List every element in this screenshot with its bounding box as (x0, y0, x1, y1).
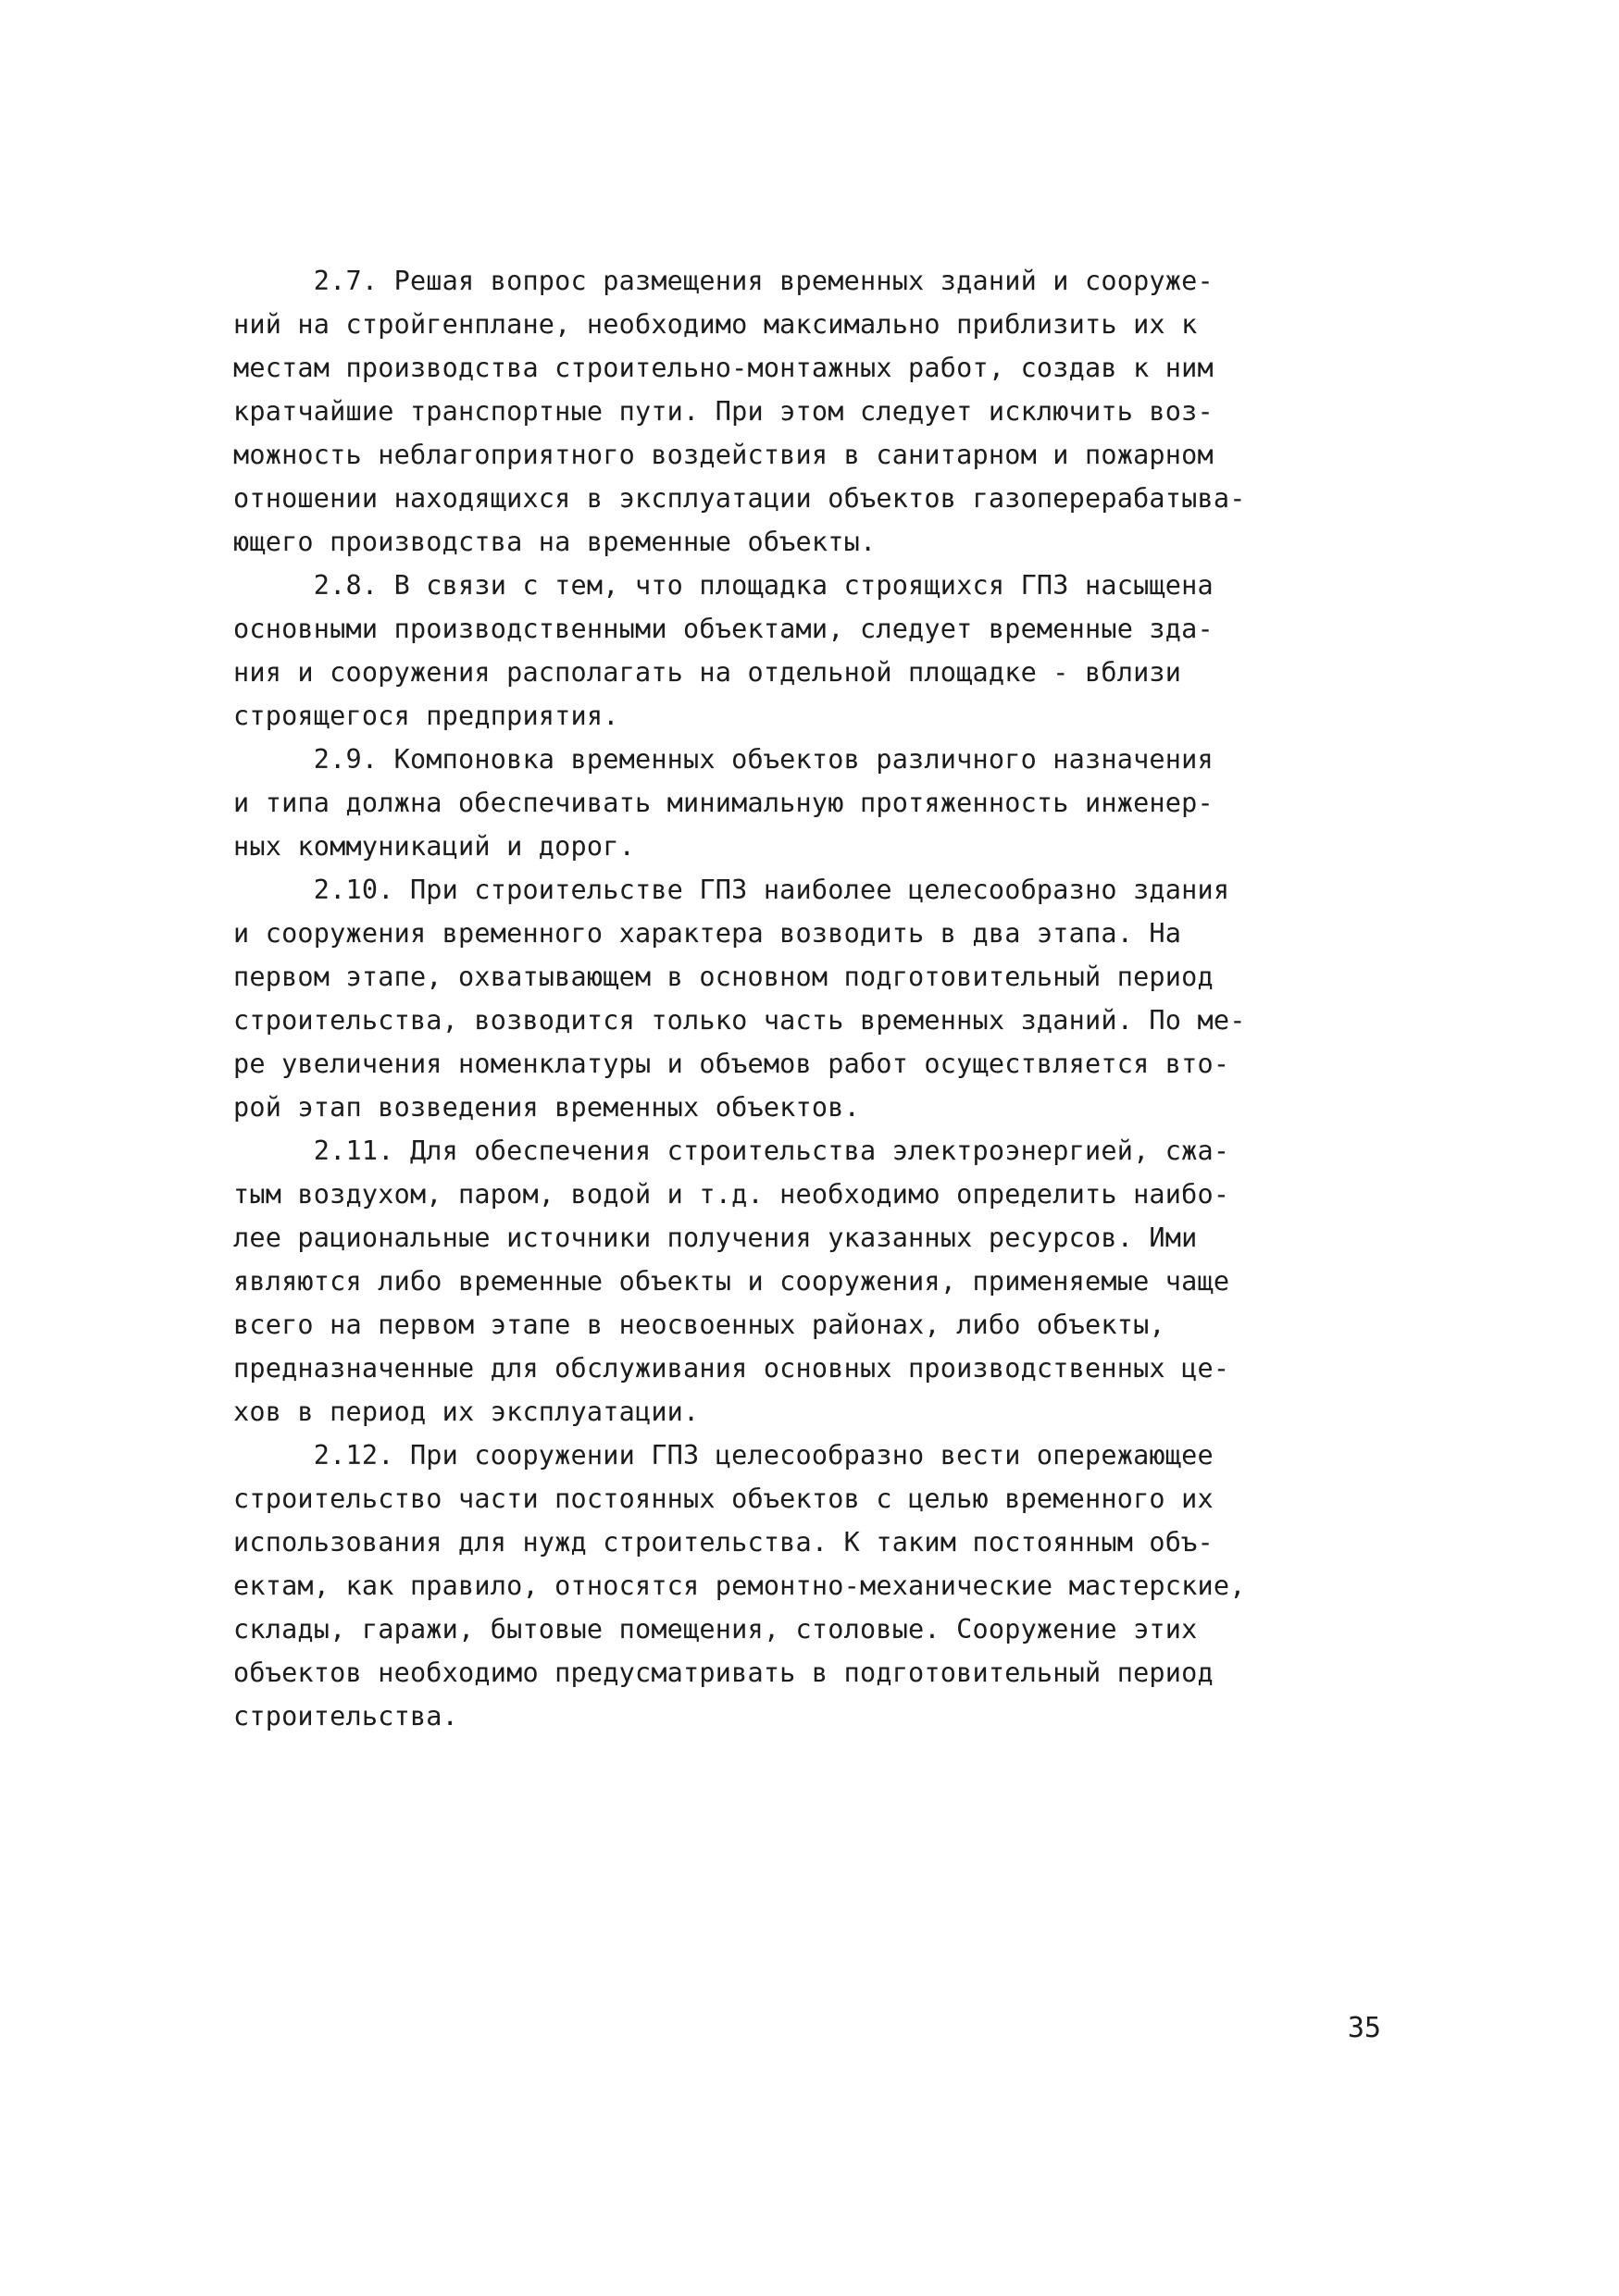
text-line: строительство части постоянных объектов с целью временного их (233, 1483, 1214, 1514)
text-line: ных коммуникаций и дорог. (233, 831, 635, 862)
text-line: и типа должна обеспечивать минимальную протяженность инженер- (233, 788, 1214, 818)
text-line: 2.9. Компоновка временных объектов различного назначения (233, 744, 1214, 775)
body-text (233, 259, 1409, 1738)
text-line: объектов необходимо предусматривать в подготовительный период (233, 1657, 1214, 1688)
text-line: отношении находящихся в эксплуатации объектов газоперерабатыва- (233, 483, 1246, 514)
text-line: строительства. (233, 1701, 459, 1731)
text-line: ния и сооружения располагать на отдельной площадке - вблизи (233, 657, 1182, 688)
text-line: ющего производства на временные объекты. (233, 527, 877, 557)
text-line: 2.7. Решая вопрос размещения временных зданий и сооруже- (233, 266, 1214, 296)
text-line: 2.11. Для обеспечения строительства электроэнергией, сжа- (233, 1136, 1230, 1166)
text-line: 2.10. При строительстве ГПЗ наиболее целесообразно здания (233, 875, 1230, 905)
text-line: являются либо временные объекты и сооружения, применяемые чаще (233, 1266, 1230, 1297)
text-line: лее рациональные источники получения указанных ресурсов. Ими (233, 1222, 1198, 1253)
text-line: и сооружения временного характера возводить в два этапа. На (233, 918, 1182, 949)
text-line: основными производственными объектами, следует временные зда- (233, 614, 1214, 644)
text-line: ре увеличения номенклатуры и объемов работ осуществляется вто- (233, 1049, 1230, 1079)
text-line: можность неблагоприятного воздействия в санитарном и пожарном (233, 440, 1214, 470)
text-line: 2.8. В связи с тем, что площадка строящихся ГПЗ насыщена (233, 570, 1214, 601)
text-line: кратчайшие транспортные пути. При этом следует исключить воз- (233, 396, 1214, 427)
text-line: ний на стройгенплане, необходимо максимально приблизить их к (233, 309, 1198, 340)
text-line: склады, гаражи, бытовые помещения, столовые. Сооружение этих (233, 1614, 1198, 1644)
text-line: ектам, как правило, относятся ремонтно-механические мастерские, (233, 1570, 1246, 1601)
text-line: местам производства строительно-монтажных работ, создав к ним (233, 353, 1214, 383)
text-line: первом этапе, охватывающем в основном подготовительный период (233, 962, 1214, 992)
page-number: 35 (1347, 2012, 1381, 2044)
text-line: предназначенные для обслуживания основных производственных це- (233, 1353, 1230, 1384)
text-line: 2.12. При сооружении ГПЗ целесообразно вести опережающее (233, 1440, 1214, 1471)
text-line: всего на первом этапе в неосвоенных районах, либо объекты, (233, 1309, 1165, 1340)
text-line: использования для нужд строительства. К таким постоянным объ- (233, 1527, 1214, 1558)
text-line: тым воздухом, паром, водой и т.д. необходимо определить наибо- (233, 1179, 1230, 1210)
text-line: рой этап возведения временных объектов. (233, 1092, 860, 1123)
text-line: хов в период их эксплуатации. (233, 1396, 700, 1427)
text-line: строительства, возводится только часть временных зданий. По ме- (233, 1005, 1246, 1036)
text-line: строящегося предприятия. (233, 701, 619, 731)
